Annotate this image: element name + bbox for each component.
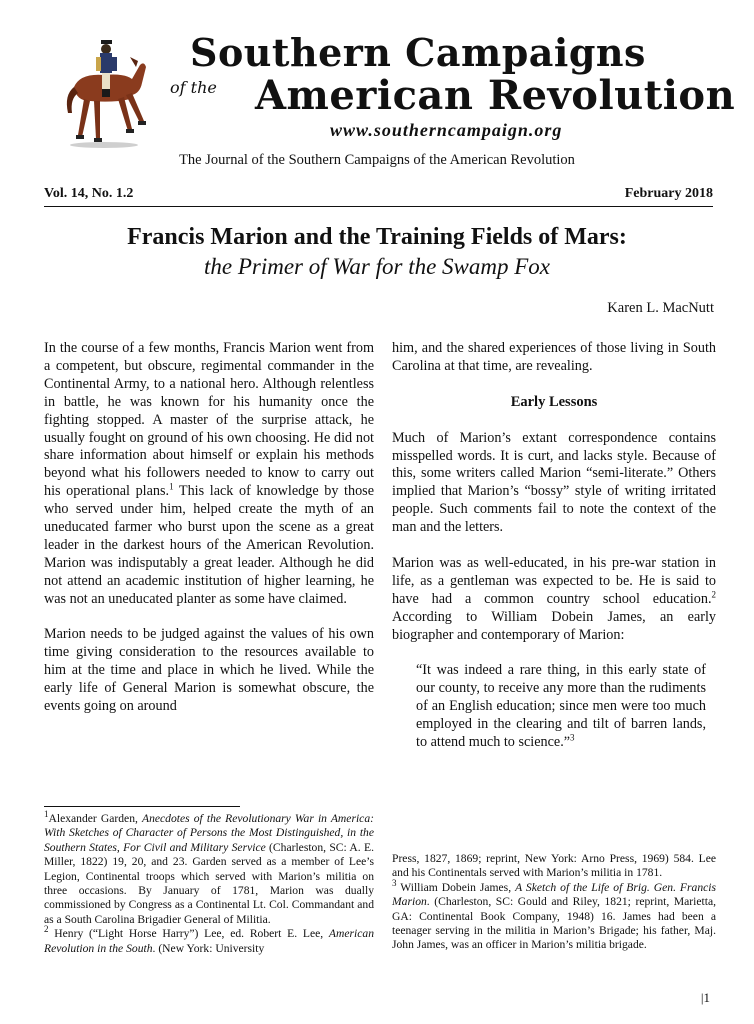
footnote-2-text-b: . (New York: University — [152, 941, 265, 955]
footnote-1-title: Anecdotes of the Revolutionary War in America: With Sketches of Character of Persons the Most Distinguished, in the Southern States, For Civil and Military Service — [44, 812, 374, 854]
block-quote — [416, 662, 706, 752]
paragraph-2-continued: him, and the shared experiences of those living in South Carolina at that time, are revealing. — [392, 340, 716, 374]
issue-volume: Vol. 14, No. 1.2 — [44, 186, 134, 201]
article-subtitle: the Primer of War for the Swamp Fox — [203, 254, 551, 279]
footnote-2-title: American Revolution in the South — [44, 927, 374, 955]
footnote-3-text-a: William Dobein James, — [396, 880, 516, 894]
footnote-2 — [44, 924, 374, 956]
masthead-title-line1: Southern Campaigns — [190, 30, 646, 75]
paragraph-2: Marion needs to be judged against the values of his own time giving consideration to the resources available to him at the time and place in which he lived. While the early life of General Marion is somewhat obscure, the events going on around — [44, 626, 374, 715]
paragraph-1-text-a: In the course of a few months, Francis Marion went from a competent, but obscure, regimental commander in the Continental Army, to a national hero. Although relentless in battle, he was known for his humanity once the fighting stopped. A master of the surprise attack, he usually fought on ground of his own choosing. He did not share information about himself or explain his methods beyond what his followers needed to know to carry out his operational plans. — [44, 340, 374, 500]
block-quote-text: “It was indeed a rare thing, in this early state of our county, to receive any more than the rudiments of an English education; since men were too much employed in the clearing and tilt of barren lands, to attend much to science.” — [416, 662, 706, 750]
footnote-3-title: A Sketch of the Life of Brig. Gen. Francis Marion — [392, 880, 716, 909]
footnote-1 — [44, 809, 374, 927]
horse-rider-logo-icon — [60, 35, 150, 150]
issue-date: February 2018 — [624, 186, 713, 201]
footnote-2-continued: Press, 1827, 1869; reprint, New York: Arno Press, 1969) 584. Lee and his Continentals served with Marion’s militia in 1781. — [392, 852, 716, 880]
footnote-3-text-b: . (Charleston, SC: Gould and Riley, 1821; reprint, Marietta, GA: Continental Book Company, 1948) 16. James had been a teenager serving in the militia in Marion’s Brigade; his father, Maj. John James, was an officer in Marion’s militia brigade. — [392, 895, 716, 952]
section-heading: Early Lessons — [510, 393, 598, 410]
article-title: Francis Marion and the Training Fields of Mars: — [127, 224, 627, 250]
issue-bar — [44, 186, 713, 207]
footnote-ref-1: 1 — [169, 481, 174, 492]
paragraph-1 — [44, 340, 374, 609]
masthead-url: www.southerncampaign.org — [330, 120, 563, 140]
footnote-3 — [392, 877, 716, 953]
footnote-1-number: 1 — [44, 809, 49, 820]
body-column-left — [44, 340, 374, 734]
footnotes-left — [44, 809, 374, 956]
footnote-3-number: 3 — [392, 877, 397, 888]
footnote-1-text-a: Alexander Garden, — [48, 812, 143, 825]
footnote-2-text-a: Henry (“Light Horse Harry”) Lee, ed. Robert E. Lee, — [48, 927, 329, 941]
paragraph-4 — [392, 555, 716, 645]
footnote-1-text-b: (Charleston, SC: A. E. Miller, 1822) 19, 20, and 23. Garden served as a member of Lee’s Legion, Continental troops which served with Marion’s militia on three occasions. By January of 1781, Marion was dually commissioned by Congress as a Continental Lt. Col. Commandant and as a South Carolina Brigadier General of Militia. — [44, 840, 374, 926]
footnotes-right — [392, 852, 716, 953]
masthead-title-ofthe: of the — [170, 78, 217, 97]
masthead — [0, 0, 754, 150]
footnote-ref-2: 2 — [711, 589, 716, 600]
article-author: Karen L. MacNutt — [607, 300, 714, 316]
paragraph-3: Much of Marion’s extant correspondence contains misspelled words. It is curt, and lacks style. Because of this, some writers called Marion “semi-literate.” Others implied that Marion’s “bossy” style of writing irritated people. Such comments fail to note the context of the man and the letters. — [392, 429, 716, 536]
page-number: |1 — [700, 990, 710, 1005]
paragraph-4-text-a: Marion was as well-educated, in his pre-war station in life, as a gentleman was expected to be. He is said to have had a common country school education. — [392, 554, 716, 607]
footnote-divider — [44, 806, 240, 807]
paragraph-1-text-b: This lack of knowledge by those who served under him, helped create the myth of an uneducated farmer who burst upon the scene as a great leader in the darkest hours of the American Revolution. Marion was indisputably a great leader. Although he did not attend an academic institution of higher learning, he was not an uneducated planter as some have claimed. — [44, 483, 374, 607]
body-column-right — [392, 340, 716, 752]
journal-name: The Journal of the Southern Campaigns of the American Revolution — [179, 152, 575, 168]
footnote-2-number: 2 — [44, 924, 49, 935]
paragraph-4-text-b: According to William Dobein James, an early biographer and contemporary of Marion: — [392, 608, 716, 643]
footnote-ref-3: 3 — [570, 732, 575, 743]
masthead-title-line2: American Revolution — [255, 72, 736, 119]
